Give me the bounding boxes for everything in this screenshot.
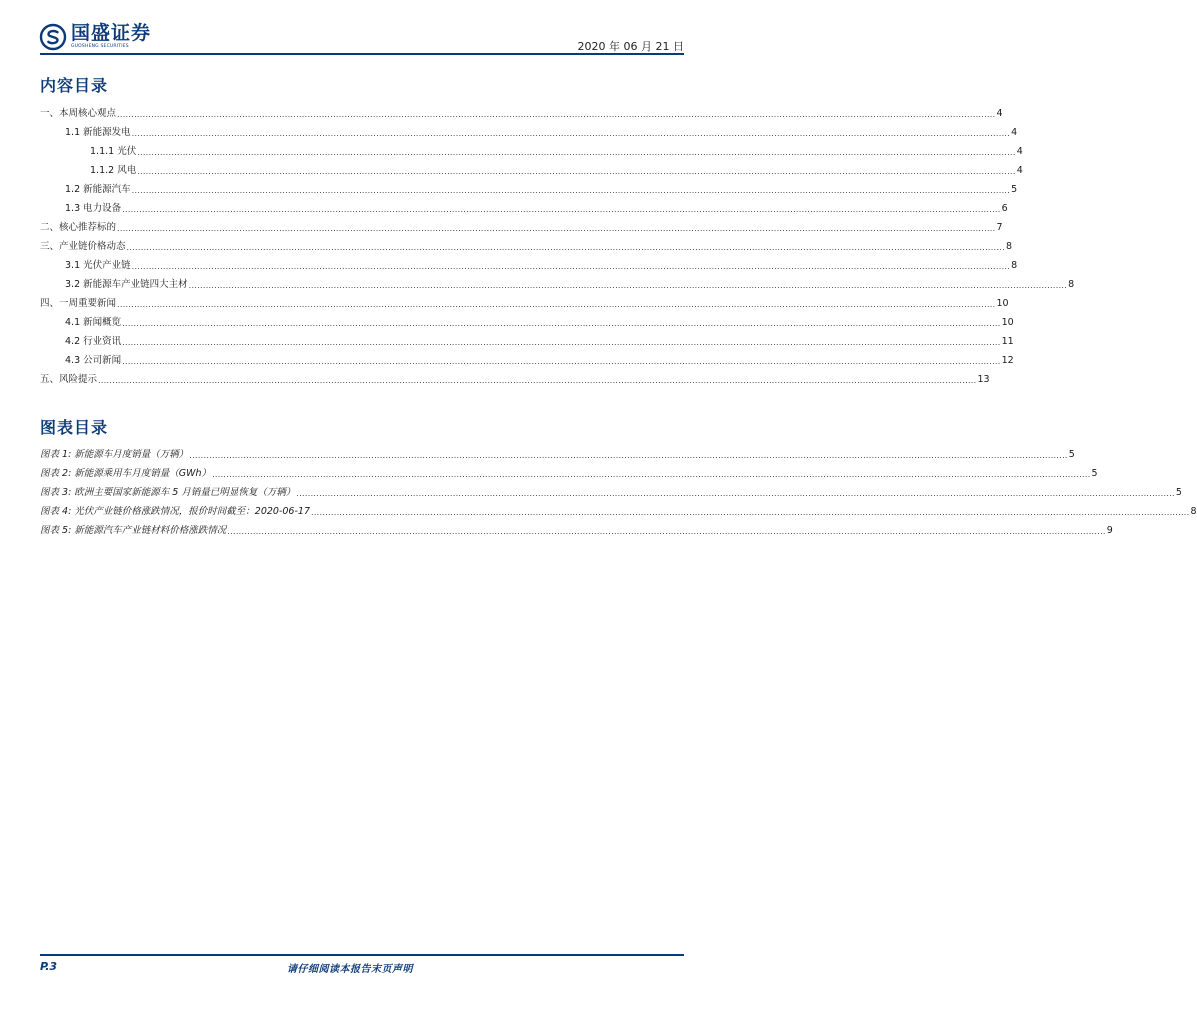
toc-item-label: 3.1 光伏产业链	[65, 260, 131, 271]
dot-leader: .....................................................................................................................................................................................................................................................................................................................	[98, 376, 977, 385]
figure-item-page: 8	[1190, 506, 1197, 517]
logo-english-name: GUOSHENG SECURITIES	[71, 44, 129, 50]
toc-item-page: 4	[996, 108, 1003, 119]
page-number: P.3	[40, 960, 58, 973]
company-logo	[40, 22, 151, 52]
toc-item-page: 4	[1016, 146, 1023, 157]
toc-item[interactable]	[40, 297, 1009, 311]
toc-item[interactable]	[40, 183, 1018, 197]
figure-item[interactable]	[40, 467, 1098, 481]
dot-leader: .....................................................................................................................................................................................................................................................................................................................	[126, 243, 1005, 252]
toc-item-page: 10	[996, 298, 1009, 309]
toc-item-label: 4.1 新闻概览	[65, 317, 122, 328]
report-date: 2020 年 06 月 21 日	[577, 40, 684, 53]
dot-leader: .....................................................................................................................................................................................................................................................................................................................	[131, 186, 1011, 195]
toc-item-label: 三、产业链价格动态	[40, 241, 126, 252]
toc-item-page: 4	[1016, 165, 1023, 176]
dot-leader: .....................................................................................................................................................................................................................................................................................................................	[212, 470, 1091, 479]
figure-item[interactable]	[40, 448, 1075, 462]
toc-item-label: 4.3 公司新闻	[65, 355, 122, 366]
toc-item[interactable]	[40, 354, 1014, 368]
toc-item-page: 11	[1001, 336, 1014, 347]
footer-divider	[40, 954, 684, 956]
toc-item-label: 1.1 新能源发电	[65, 127, 131, 138]
toc-item-page: 6	[1001, 203, 1008, 214]
dot-leader: .....................................................................................................................................................................................................................................................................................................................	[188, 281, 1068, 290]
toc-item-page: 5	[1011, 184, 1018, 195]
figure-item[interactable]	[40, 505, 1197, 519]
toc-item-label: 1.2 新能源汽车	[65, 184, 131, 195]
figure-item[interactable]	[40, 486, 1182, 500]
dot-leader: .....................................................................................................................................................................................................................................................................................................................	[122, 319, 1001, 328]
dot-leader: .....................................................................................................................................................................................................................................................................................................................	[189, 451, 1068, 460]
toc-item-page: 8	[1068, 279, 1075, 290]
dot-leader: .....................................................................................................................................................................................................................................................................................................................	[122, 357, 1001, 366]
figure-item-label: 图表 1: 新能源车月度销量（万辆）	[40, 449, 189, 460]
figure-item-page: 5	[1068, 449, 1075, 460]
toc-item[interactable]	[40, 259, 1018, 273]
toc-item-label: 3.2 新能源车产业链四大主材	[65, 279, 188, 290]
toc-item-label: 1.3 电力设备	[65, 203, 122, 214]
toc-item[interactable]	[40, 202, 1008, 216]
toc-item[interactable]	[40, 373, 990, 387]
toc-item-label: 1.1.2 风电	[90, 165, 137, 176]
dot-leader: .....................................................................................................................................................................................................................................................................................................................	[117, 224, 996, 233]
page-header	[40, 20, 684, 54]
toc-item[interactable]	[40, 107, 1003, 121]
toc-item-page: 8	[1011, 260, 1018, 271]
dot-leader: .....................................................................................................................................................................................................................................................................................................................	[117, 300, 996, 309]
toc-item-label: 二、核心推荐标的	[40, 222, 117, 233]
figure-item[interactable]	[40, 524, 1113, 538]
toc-item-page: 13	[977, 374, 990, 385]
dot-leader: .....................................................................................................................................................................................................................................................................................................................	[137, 167, 1016, 176]
dot-leader: .....................................................................................................................................................................................................................................................................................................................	[227, 527, 1106, 536]
toc-item-page: 7	[996, 222, 1003, 233]
toc-item-page: 10	[1001, 317, 1014, 328]
toc-item[interactable]	[40, 145, 1023, 159]
figure-item-label: 图表 3: 欧洲主要国家新能源车 5 月销量已明显恢复（万辆）	[40, 487, 296, 498]
dot-leader: .....................................................................................................................................................................................................................................................................................................................	[296, 489, 1175, 498]
figure-item-label: 图表 2: 新能源乘用车月度销量（GWh）	[40, 468, 212, 479]
dot-leader: .....................................................................................................................................................................................................................................................................................................................	[137, 148, 1016, 157]
dot-leader: .....................................................................................................................................................................................................................................................................................................................	[122, 205, 1001, 214]
toc-item-page: 12	[1001, 355, 1014, 366]
toc-item[interactable]	[40, 278, 1075, 292]
toc-item-page: 4	[1011, 127, 1018, 138]
figure-item-page: 5	[1175, 487, 1182, 498]
figure-item-page: 9	[1106, 525, 1113, 536]
logo-icon	[40, 24, 66, 50]
toc-item[interactable]	[40, 164, 1023, 178]
figure-item-label: 图表 4: 光伏产业链价格涨跌情况，报价时间截至：2020-06-17	[40, 506, 310, 517]
toc-title: 内容目录	[40, 76, 109, 95]
figures-title: 图表目录	[40, 418, 109, 437]
toc-item-label: 4.2 行业资讯	[65, 336, 122, 347]
dot-leader: .....................................................................................................................................................................................................................................................................................................................	[131, 262, 1011, 271]
footer-disclaimer: 请仔细阅读本报告末页声明	[287, 964, 413, 975]
toc-item-page: 8	[1006, 241, 1013, 252]
toc-item-label: 五、风险提示	[40, 374, 98, 385]
figure-item-label: 图表 5: 新能源汽车产业链材料价格涨跌情况	[40, 525, 227, 536]
dot-leader: .....................................................................................................................................................................................................................................................................................................................	[311, 508, 1190, 517]
toc-item[interactable]	[40, 126, 1018, 140]
toc-item-label: 一、本周核心观点	[40, 108, 117, 119]
header-divider	[40, 53, 684, 55]
toc-item[interactable]	[40, 316, 1014, 330]
toc-item-label: 1.1.1 光伏	[90, 146, 137, 157]
dot-leader: .....................................................................................................................................................................................................................................................................................................................	[122, 338, 1001, 347]
logo-chinese-name: 国盛证券	[71, 22, 152, 45]
toc-item-label: 四、一周重要新闻	[40, 298, 117, 309]
dot-leader: .....................................................................................................................................................................................................................................................................................................................	[117, 110, 996, 119]
figure-item-page: 5	[1091, 468, 1098, 479]
toc-item[interactable]	[40, 221, 1003, 235]
toc-item[interactable]	[40, 240, 1013, 254]
dot-leader: .....................................................................................................................................................................................................................................................................................................................	[131, 129, 1011, 138]
toc-item[interactable]	[40, 335, 1014, 349]
